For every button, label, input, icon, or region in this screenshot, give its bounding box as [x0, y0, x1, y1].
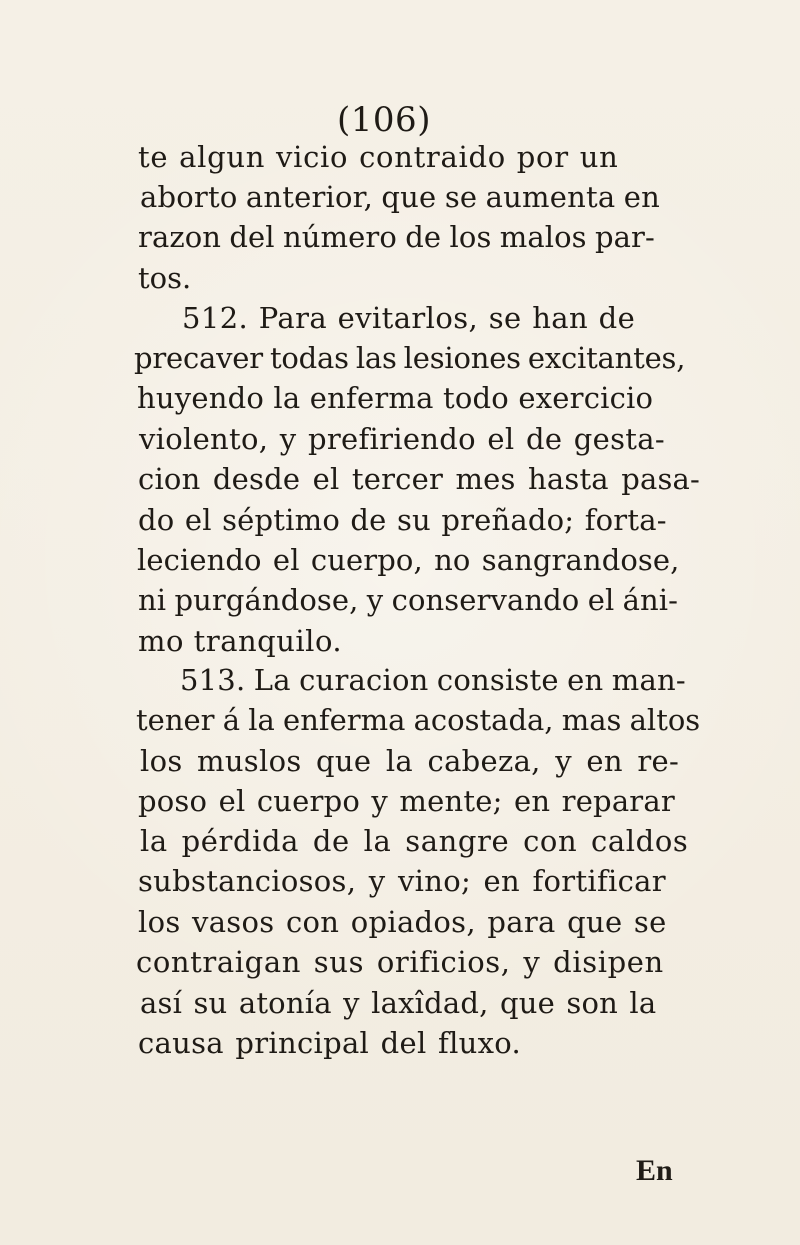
text-line: do el séptimo de su preñado; forta-	[138, 503, 667, 537]
text-line: precaver todas las lesiones excitantes,	[134, 341, 686, 375]
text-line: cion desde el tercer mes hasta pasa-	[138, 462, 701, 496]
page-number: (106)	[337, 100, 431, 140]
text-line: violento, y prefiriendo el de gesta-	[139, 422, 665, 456]
text-line: aborto anterior, que se aumenta en	[140, 180, 660, 214]
text-line: causa principal del fluxo.	[138, 1026, 522, 1060]
text-line: poso el cuerpo y mente; en reparar	[138, 784, 675, 818]
text-line: ni purgándose, y conservando el áni-	[138, 583, 679, 617]
text-line: mo tranquilo.	[138, 624, 343, 658]
text-line: tener á la enferma acostada, mas altos	[136, 703, 701, 737]
text-line: huyendo la enferma todo exercicio	[137, 381, 654, 415]
text-line: razon del número de los malos par-	[138, 220, 655, 254]
text-line: leciendo el cuerpo, no sangrandose,	[137, 543, 680, 577]
text-line: la pérdida de la sangre con caldos	[140, 824, 689, 858]
text-line: 512. Para evitarlos, se han de	[182, 301, 636, 335]
text-line: contraigan sus orificios, y disipen	[136, 945, 664, 979]
text-line: los muslos que la cabeza, y en re-	[140, 744, 680, 778]
text-line: los vasos con opiados, para que se	[138, 905, 667, 939]
text-line: te algun vicio contraido por un	[138, 140, 619, 174]
text-line: 513. La curacion consiste en man-	[180, 663, 686, 697]
text-line: tos.	[138, 261, 192, 295]
text-line: así su atonía y laxîdad, que son la	[140, 986, 657, 1020]
catchword: En	[636, 1154, 673, 1187]
text-line: substanciosos, y vino; en fortificar	[138, 864, 666, 898]
